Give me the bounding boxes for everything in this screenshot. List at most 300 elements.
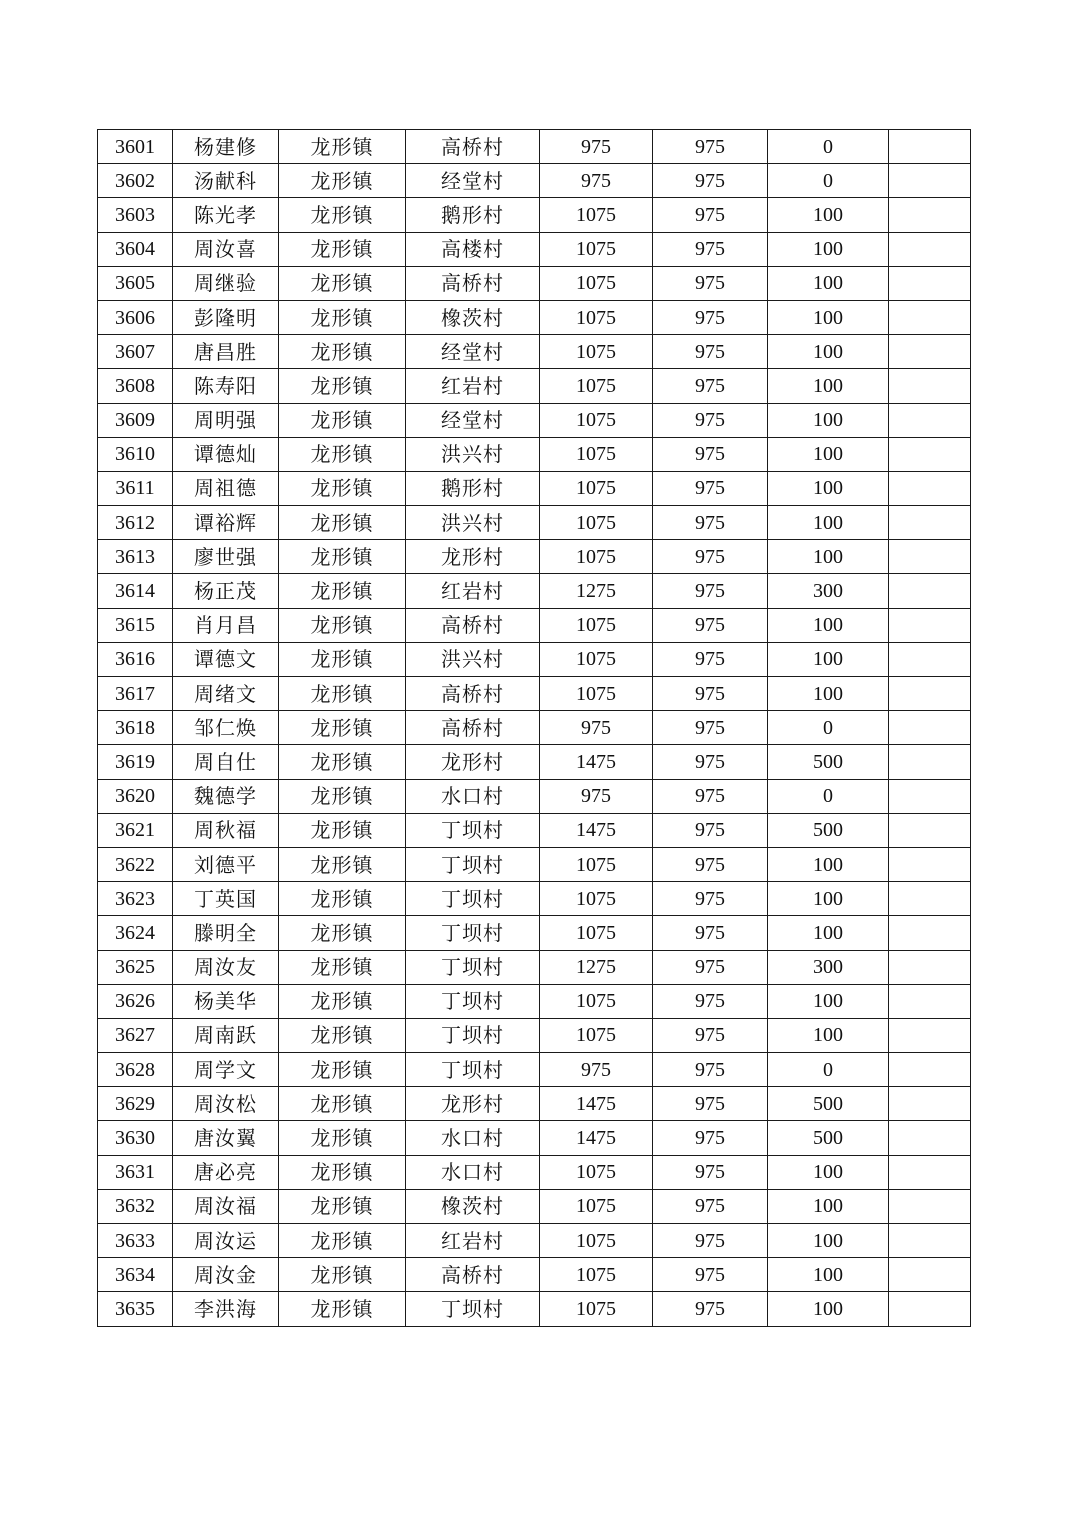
difference-cell: 0: [768, 130, 889, 164]
amount-b-cell: 975: [653, 1087, 768, 1121]
person-name-cell: 彭隆明: [173, 300, 279, 334]
note-cell: [889, 745, 971, 779]
town-cell: 龙形镇: [279, 130, 406, 164]
person-name-cell: 谭裕辉: [173, 506, 279, 540]
table-row: [98, 1224, 971, 1258]
amount-a-cell: 1075: [540, 335, 653, 369]
table-row: [98, 335, 971, 369]
record-number-cell: 3615: [98, 608, 173, 642]
note-cell: [889, 1053, 971, 1087]
difference-cell: 100: [768, 232, 889, 266]
village-cell: 丁坝村: [406, 813, 540, 847]
person-name-cell: 周汝友: [173, 950, 279, 984]
amount-a-cell: 1475: [540, 813, 653, 847]
difference-cell: 100: [768, 1292, 889, 1326]
note-cell: [889, 1189, 971, 1223]
note-cell: [889, 1155, 971, 1189]
town-cell: 龙形镇: [279, 540, 406, 574]
amount-b-cell: 975: [653, 506, 768, 540]
amount-b-cell: 975: [653, 540, 768, 574]
difference-cell: 100: [768, 608, 889, 642]
amount-a-cell: 1075: [540, 506, 653, 540]
village-cell: 红岩村: [406, 1224, 540, 1258]
person-name-cell: 周汝运: [173, 1224, 279, 1258]
town-cell: 龙形镇: [279, 1087, 406, 1121]
table-row: [98, 300, 971, 334]
table-row: [98, 574, 971, 608]
amount-b-cell: 975: [653, 916, 768, 950]
person-name-cell: 周秋福: [173, 813, 279, 847]
village-cell: 丁坝村: [406, 1018, 540, 1052]
village-cell: 丁坝村: [406, 984, 540, 1018]
difference-cell: 100: [768, 1189, 889, 1223]
amount-a-cell: 1075: [540, 847, 653, 881]
person-name-cell: 杨建修: [173, 130, 279, 164]
note-cell: [889, 471, 971, 505]
amount-b-cell: 975: [653, 882, 768, 916]
table-row: [98, 1292, 971, 1326]
amount-a-cell: 1075: [540, 266, 653, 300]
difference-cell: 100: [768, 335, 889, 369]
record-number-cell: 3624: [98, 916, 173, 950]
note-cell: [889, 369, 971, 403]
record-number-cell: 3626: [98, 984, 173, 1018]
person-name-cell: 廖世强: [173, 540, 279, 574]
difference-cell: 100: [768, 1155, 889, 1189]
roster-table: [97, 129, 971, 1327]
amount-a-cell: 975: [540, 130, 653, 164]
amount-b-cell: 975: [653, 642, 768, 676]
amount-a-cell: 1075: [540, 1292, 653, 1326]
difference-cell: 0: [768, 1053, 889, 1087]
table-row: [98, 1258, 971, 1292]
town-cell: 龙形镇: [279, 847, 406, 881]
town-cell: 龙形镇: [279, 300, 406, 334]
person-name-cell: 唐汝翼: [173, 1121, 279, 1155]
record-number-cell: 3606: [98, 300, 173, 334]
note-cell: [889, 847, 971, 881]
town-cell: 龙形镇: [279, 574, 406, 608]
amount-b-cell: 975: [653, 1053, 768, 1087]
person-name-cell: 汤献科: [173, 164, 279, 198]
record-number-cell: 3628: [98, 1053, 173, 1087]
town-cell: 龙形镇: [279, 779, 406, 813]
amount-b-cell: 975: [653, 266, 768, 300]
table-row: [98, 266, 971, 300]
village-cell: 丁坝村: [406, 950, 540, 984]
amount-a-cell: 1075: [540, 1155, 653, 1189]
person-name-cell: 谭德文: [173, 642, 279, 676]
record-number-cell: 3613: [98, 540, 173, 574]
village-cell: 高桥村: [406, 1258, 540, 1292]
village-cell: 鹅形村: [406, 198, 540, 232]
person-name-cell: 陈光孝: [173, 198, 279, 232]
note-cell: [889, 164, 971, 198]
amount-b-cell: 975: [653, 1292, 768, 1326]
record-number-cell: 3625: [98, 950, 173, 984]
amount-b-cell: 975: [653, 984, 768, 1018]
person-name-cell: 周绪文: [173, 677, 279, 711]
person-name-cell: 周汝喜: [173, 232, 279, 266]
amount-a-cell: 1075: [540, 471, 653, 505]
amount-b-cell: 975: [653, 1121, 768, 1155]
table-row: [98, 1155, 971, 1189]
town-cell: 龙形镇: [279, 403, 406, 437]
note-cell: [889, 335, 971, 369]
village-cell: 经堂村: [406, 403, 540, 437]
record-number-cell: 3622: [98, 847, 173, 881]
table-row: [98, 540, 971, 574]
town-cell: 龙形镇: [279, 813, 406, 847]
person-name-cell: 周自仕: [173, 745, 279, 779]
amount-a-cell: 1075: [540, 540, 653, 574]
person-name-cell: 周汝金: [173, 1258, 279, 1292]
town-cell: 龙形镇: [279, 1189, 406, 1223]
town-cell: 龙形镇: [279, 1224, 406, 1258]
village-cell: 红岩村: [406, 574, 540, 608]
town-cell: 龙形镇: [279, 437, 406, 471]
record-number-cell: 3614: [98, 574, 173, 608]
difference-cell: 100: [768, 506, 889, 540]
table-row: [98, 779, 971, 813]
table-row: [98, 1018, 971, 1052]
village-cell: 洪兴村: [406, 437, 540, 471]
village-cell: 高桥村: [406, 608, 540, 642]
record-number-cell: 3616: [98, 642, 173, 676]
village-cell: 丁坝村: [406, 1053, 540, 1087]
record-number-cell: 3632: [98, 1189, 173, 1223]
table-row: [98, 916, 971, 950]
town-cell: 龙形镇: [279, 198, 406, 232]
amount-b-cell: 975: [653, 711, 768, 745]
amount-a-cell: 975: [540, 1053, 653, 1087]
record-number-cell: 3623: [98, 882, 173, 916]
table-row: [98, 1053, 971, 1087]
table-row: [98, 232, 971, 266]
difference-cell: 100: [768, 1018, 889, 1052]
difference-cell: 100: [768, 984, 889, 1018]
table-row: [98, 608, 971, 642]
difference-cell: 100: [768, 540, 889, 574]
note-cell: [889, 608, 971, 642]
note-cell: [889, 1258, 971, 1292]
amount-b-cell: 975: [653, 437, 768, 471]
village-cell: 丁坝村: [406, 1292, 540, 1326]
table-row: [98, 198, 971, 232]
village-cell: 橡茨村: [406, 300, 540, 334]
amount-a-cell: 1075: [540, 1224, 653, 1258]
person-name-cell: 杨美华: [173, 984, 279, 1018]
difference-cell: 100: [768, 677, 889, 711]
difference-cell: 100: [768, 403, 889, 437]
amount-b-cell: 975: [653, 1258, 768, 1292]
village-cell: 高桥村: [406, 677, 540, 711]
amount-a-cell: 1075: [540, 677, 653, 711]
note-cell: [889, 540, 971, 574]
note-cell: [889, 506, 971, 540]
difference-cell: 100: [768, 266, 889, 300]
town-cell: 龙形镇: [279, 266, 406, 300]
record-number-cell: 3605: [98, 266, 173, 300]
record-number-cell: 3618: [98, 711, 173, 745]
person-name-cell: 周继验: [173, 266, 279, 300]
record-number-cell: 3601: [98, 130, 173, 164]
town-cell: 龙形镇: [279, 232, 406, 266]
town-cell: 龙形镇: [279, 1292, 406, 1326]
person-name-cell: 刘德平: [173, 847, 279, 881]
amount-a-cell: 975: [540, 779, 653, 813]
amount-b-cell: 975: [653, 1224, 768, 1258]
amount-b-cell: 975: [653, 232, 768, 266]
table-row: [98, 677, 971, 711]
difference-cell: 100: [768, 369, 889, 403]
amount-b-cell: 975: [653, 198, 768, 232]
amount-a-cell: 1075: [540, 232, 653, 266]
amount-a-cell: 1075: [540, 1258, 653, 1292]
difference-cell: 100: [768, 916, 889, 950]
note-cell: [889, 437, 971, 471]
note-cell: [889, 950, 971, 984]
table-row: [98, 711, 971, 745]
record-number-cell: 3630: [98, 1121, 173, 1155]
note-cell: [889, 677, 971, 711]
difference-cell: 100: [768, 300, 889, 334]
note-cell: [889, 813, 971, 847]
note-cell: [889, 1121, 971, 1155]
amount-b-cell: 975: [653, 403, 768, 437]
amount-a-cell: 1075: [540, 437, 653, 471]
note-cell: [889, 1087, 971, 1121]
town-cell: 龙形镇: [279, 506, 406, 540]
record-number-cell: 3620: [98, 779, 173, 813]
amount-a-cell: 1075: [540, 642, 653, 676]
town-cell: 龙形镇: [279, 1155, 406, 1189]
difference-cell: 100: [768, 471, 889, 505]
town-cell: 龙形镇: [279, 1258, 406, 1292]
record-number-cell: 3617: [98, 677, 173, 711]
note-cell: [889, 779, 971, 813]
note-cell: [889, 642, 971, 676]
record-number-cell: 3619: [98, 745, 173, 779]
note-cell: [889, 130, 971, 164]
note-cell: [889, 1292, 971, 1326]
difference-cell: 500: [768, 745, 889, 779]
town-cell: 龙形镇: [279, 1053, 406, 1087]
amount-b-cell: 975: [653, 471, 768, 505]
amount-a-cell: 1075: [540, 916, 653, 950]
record-number-cell: 3635: [98, 1292, 173, 1326]
village-cell: 水口村: [406, 1121, 540, 1155]
town-cell: 龙形镇: [279, 950, 406, 984]
difference-cell: 0: [768, 711, 889, 745]
record-number-cell: 3602: [98, 164, 173, 198]
amount-b-cell: 975: [653, 608, 768, 642]
village-cell: 丁坝村: [406, 847, 540, 881]
table-row: [98, 437, 971, 471]
person-name-cell: 周汝松: [173, 1087, 279, 1121]
table-row: [98, 164, 971, 198]
table-row: [98, 642, 971, 676]
town-cell: 龙形镇: [279, 471, 406, 505]
person-name-cell: 唐昌胜: [173, 335, 279, 369]
table-row: [98, 1087, 971, 1121]
village-cell: 高桥村: [406, 711, 540, 745]
record-number-cell: 3631: [98, 1155, 173, 1189]
amount-b-cell: 975: [653, 1155, 768, 1189]
town-cell: 龙形镇: [279, 882, 406, 916]
difference-cell: 500: [768, 1121, 889, 1155]
village-cell: 经堂村: [406, 335, 540, 369]
amount-a-cell: 1475: [540, 745, 653, 779]
person-name-cell: 周南跃: [173, 1018, 279, 1052]
town-cell: 龙形镇: [279, 1121, 406, 1155]
record-number-cell: 3604: [98, 232, 173, 266]
amount-b-cell: 975: [653, 950, 768, 984]
amount-b-cell: 975: [653, 369, 768, 403]
note-cell: [889, 266, 971, 300]
amount-a-cell: 1275: [540, 950, 653, 984]
person-name-cell: 杨正茂: [173, 574, 279, 608]
note-cell: [889, 300, 971, 334]
difference-cell: 100: [768, 198, 889, 232]
amount-b-cell: 975: [653, 1018, 768, 1052]
town-cell: 龙形镇: [279, 335, 406, 369]
difference-cell: 0: [768, 779, 889, 813]
village-cell: 经堂村: [406, 164, 540, 198]
amount-a-cell: 1075: [540, 1018, 653, 1052]
difference-cell: 300: [768, 574, 889, 608]
difference-cell: 500: [768, 813, 889, 847]
difference-cell: 500: [768, 1087, 889, 1121]
record-number-cell: 3621: [98, 813, 173, 847]
table-row: [98, 506, 971, 540]
town-cell: 龙形镇: [279, 642, 406, 676]
note-cell: [889, 198, 971, 232]
amount-b-cell: 975: [653, 847, 768, 881]
record-number-cell: 3634: [98, 1258, 173, 1292]
note-cell: [889, 1224, 971, 1258]
person-name-cell: 周汝福: [173, 1189, 279, 1223]
person-name-cell: 唐必亮: [173, 1155, 279, 1189]
table-row: [98, 1189, 971, 1223]
table-row: [98, 1121, 971, 1155]
amount-a-cell: 1075: [540, 882, 653, 916]
record-number-cell: 3609: [98, 403, 173, 437]
person-name-cell: 魏德学: [173, 779, 279, 813]
village-cell: 水口村: [406, 779, 540, 813]
table-row: [98, 403, 971, 437]
amount-a-cell: 1275: [540, 574, 653, 608]
record-number-cell: 3603: [98, 198, 173, 232]
person-name-cell: 滕明全: [173, 916, 279, 950]
village-cell: 红岩村: [406, 369, 540, 403]
town-cell: 龙形镇: [279, 984, 406, 1018]
record-number-cell: 3633: [98, 1224, 173, 1258]
table-row: [98, 745, 971, 779]
amount-b-cell: 975: [653, 130, 768, 164]
person-name-cell: 李洪海: [173, 1292, 279, 1326]
amount-b-cell: 975: [653, 745, 768, 779]
amount-a-cell: 1475: [540, 1087, 653, 1121]
difference-cell: 100: [768, 1224, 889, 1258]
village-cell: 高楼村: [406, 232, 540, 266]
note-cell: [889, 403, 971, 437]
note-cell: [889, 574, 971, 608]
person-name-cell: 周明强: [173, 403, 279, 437]
note-cell: [889, 882, 971, 916]
amount-a-cell: 1475: [540, 1121, 653, 1155]
note-cell: [889, 916, 971, 950]
amount-a-cell: 1075: [540, 608, 653, 642]
person-name-cell: 肖月昌: [173, 608, 279, 642]
amount-b-cell: 975: [653, 677, 768, 711]
table-row: [98, 813, 971, 847]
difference-cell: 100: [768, 847, 889, 881]
amount-a-cell: 1075: [540, 300, 653, 334]
amount-a-cell: 1075: [540, 198, 653, 232]
amount-b-cell: 975: [653, 300, 768, 334]
table-row: [98, 471, 971, 505]
amount-a-cell: 1075: [540, 1189, 653, 1223]
note-cell: [889, 232, 971, 266]
amount-b-cell: 975: [653, 574, 768, 608]
person-name-cell: 谭德灿: [173, 437, 279, 471]
town-cell: 龙形镇: [279, 677, 406, 711]
village-cell: 水口村: [406, 1155, 540, 1189]
record-number-cell: 3611: [98, 471, 173, 505]
record-number-cell: 3607: [98, 335, 173, 369]
table-row: [98, 950, 971, 984]
difference-cell: 0: [768, 164, 889, 198]
record-number-cell: 3629: [98, 1087, 173, 1121]
table-row: [98, 130, 971, 164]
record-number-cell: 3612: [98, 506, 173, 540]
table-row: [98, 882, 971, 916]
amount-a-cell: 975: [540, 164, 653, 198]
note-cell: [889, 711, 971, 745]
village-cell: 丁坝村: [406, 882, 540, 916]
village-cell: 龙形村: [406, 1087, 540, 1121]
note-cell: [889, 984, 971, 1018]
village-cell: 高桥村: [406, 266, 540, 300]
amount-b-cell: 975: [653, 335, 768, 369]
amount-a-cell: 1075: [540, 984, 653, 1018]
person-name-cell: 周学文: [173, 1053, 279, 1087]
village-cell: 洪兴村: [406, 642, 540, 676]
village-cell: 龙形村: [406, 745, 540, 779]
amount-a-cell: 1075: [540, 403, 653, 437]
amount-a-cell: 1075: [540, 369, 653, 403]
person-name-cell: 丁英国: [173, 882, 279, 916]
village-cell: 鹅形村: [406, 471, 540, 505]
village-cell: 洪兴村: [406, 506, 540, 540]
difference-cell: 100: [768, 882, 889, 916]
record-number-cell: 3610: [98, 437, 173, 471]
amount-b-cell: 975: [653, 779, 768, 813]
village-cell: 橡茨村: [406, 1189, 540, 1223]
roster-body: [98, 130, 971, 1327]
town-cell: 龙形镇: [279, 916, 406, 950]
village-cell: 高桥村: [406, 130, 540, 164]
town-cell: 龙形镇: [279, 164, 406, 198]
difference-cell: 100: [768, 1258, 889, 1292]
town-cell: 龙形镇: [279, 369, 406, 403]
amount-b-cell: 975: [653, 1189, 768, 1223]
record-number-cell: 3608: [98, 369, 173, 403]
table-row: [98, 369, 971, 403]
village-cell: 丁坝村: [406, 916, 540, 950]
town-cell: 龙形镇: [279, 745, 406, 779]
